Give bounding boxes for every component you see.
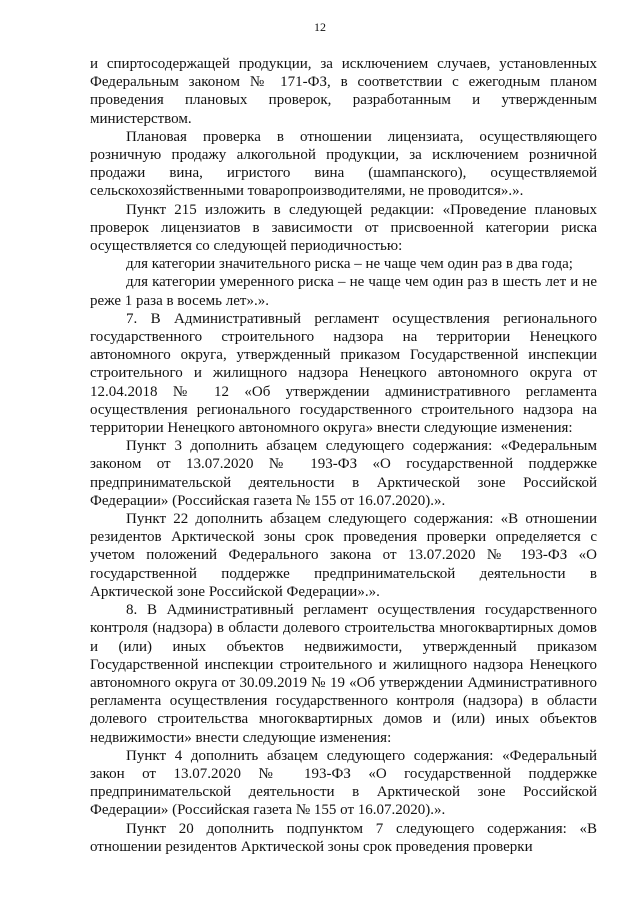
paragraph: Плановая проверка в отношении лицензиата, осуществляющего розничную продажу алкогольной продукции, за исключением розничной продажи вина, игристого вина (шампанского), осуществляемой сельскохозяйственными товаропроизводителями, не проводится».».	[90, 128, 597, 200]
paragraph: Пункт 22 дополнить абзацем следующего содержания: «В отношении резидентов Арктической зоны срок проведения проверки определяется с учетом положений Федерального закона от 13.07.2020 № 193-ФЗ «О государственной поддержке предпринимательской деятельности в Арктической зоне Российской Федерации».».	[90, 511, 597, 600]
paragraph: Пункт 215 изложить в следующей редакции: «Проведение плановых проверок лицензиатов в зависимости от присвоенной категории риска осуществляется со следующей периодичностью:	[90, 201, 597, 255]
document-body	[90, 55, 597, 856]
paragraph: 8. В Административный регламент осуществления государственного контроля (надзора) в области долевого строительства многоквартирных домов и (или) иных объектов недвижимости, утвержденный приказом Государственной инспекции строительного и жилищного надзора Ненецкого автономного округа от 30.09.2019 № 19 «Об утверждении Административного регламента осуществления государственного контроля (надзора) в области долевого строительства многоквартирных домов и (или) иных объектов недвижимости» внести следующие изменения:	[90, 602, 597, 746]
paragraph: 7. В Административный регламент осуществления регионального государственного строительного надзора на территории Ненецкого автономного округа, утвержденный приказом Государственной инспекции строительного и жилищного надзора Ненецкого автономного округа от 12.04.2018 № 12 «Об утверждении административного регламента осуществления регионального государственного строительного надзора на территории Ненецкого автономного округа» внести следующие изменения:	[90, 310, 597, 437]
paragraph: Пункт 20 дополнить подпунктом 7 следующего содержания: «В отношении резидентов Арктической зоны срок проведения проверки	[90, 820, 597, 855]
paragraph: Пункт 4 дополнить абзацем следующего содержания: «Федеральный закон от 13.07.2020 № 193-ФЗ «О государственной поддержке предпринимательской деятельности в Арктической зоне Российской Федерации» (Российская газета № 155 от 16.07.2020).».	[90, 747, 597, 819]
paragraph: Пункт 3 дополнить абзацем следующего содержания: «Федеральным законом от 13.07.2020 № 193-ФЗ «О государственной поддержке предпринимательской деятельности в Арктической зоне Российской Федерации» (Российская газета № 155 от 16.07.2020).».	[90, 438, 597, 509]
paragraph: и спиртосодержащей продукции, за исключением случаев, установленных Федеральным законом № 171-ФЗ, в соответствии с ежегодным планом проведения плановых проверок, разработанным и утвержденным министерством.	[90, 56, 597, 127]
paragraph: для категории значительного риска – не чаще чем один раз в два года;	[126, 256, 573, 273]
paragraph: для категории умеренного риска – не чаще чем один раз в шесть лет и не реже 1 раза в восемь лет».».	[90, 274, 597, 309]
page-number: 12	[314, 20, 326, 34]
